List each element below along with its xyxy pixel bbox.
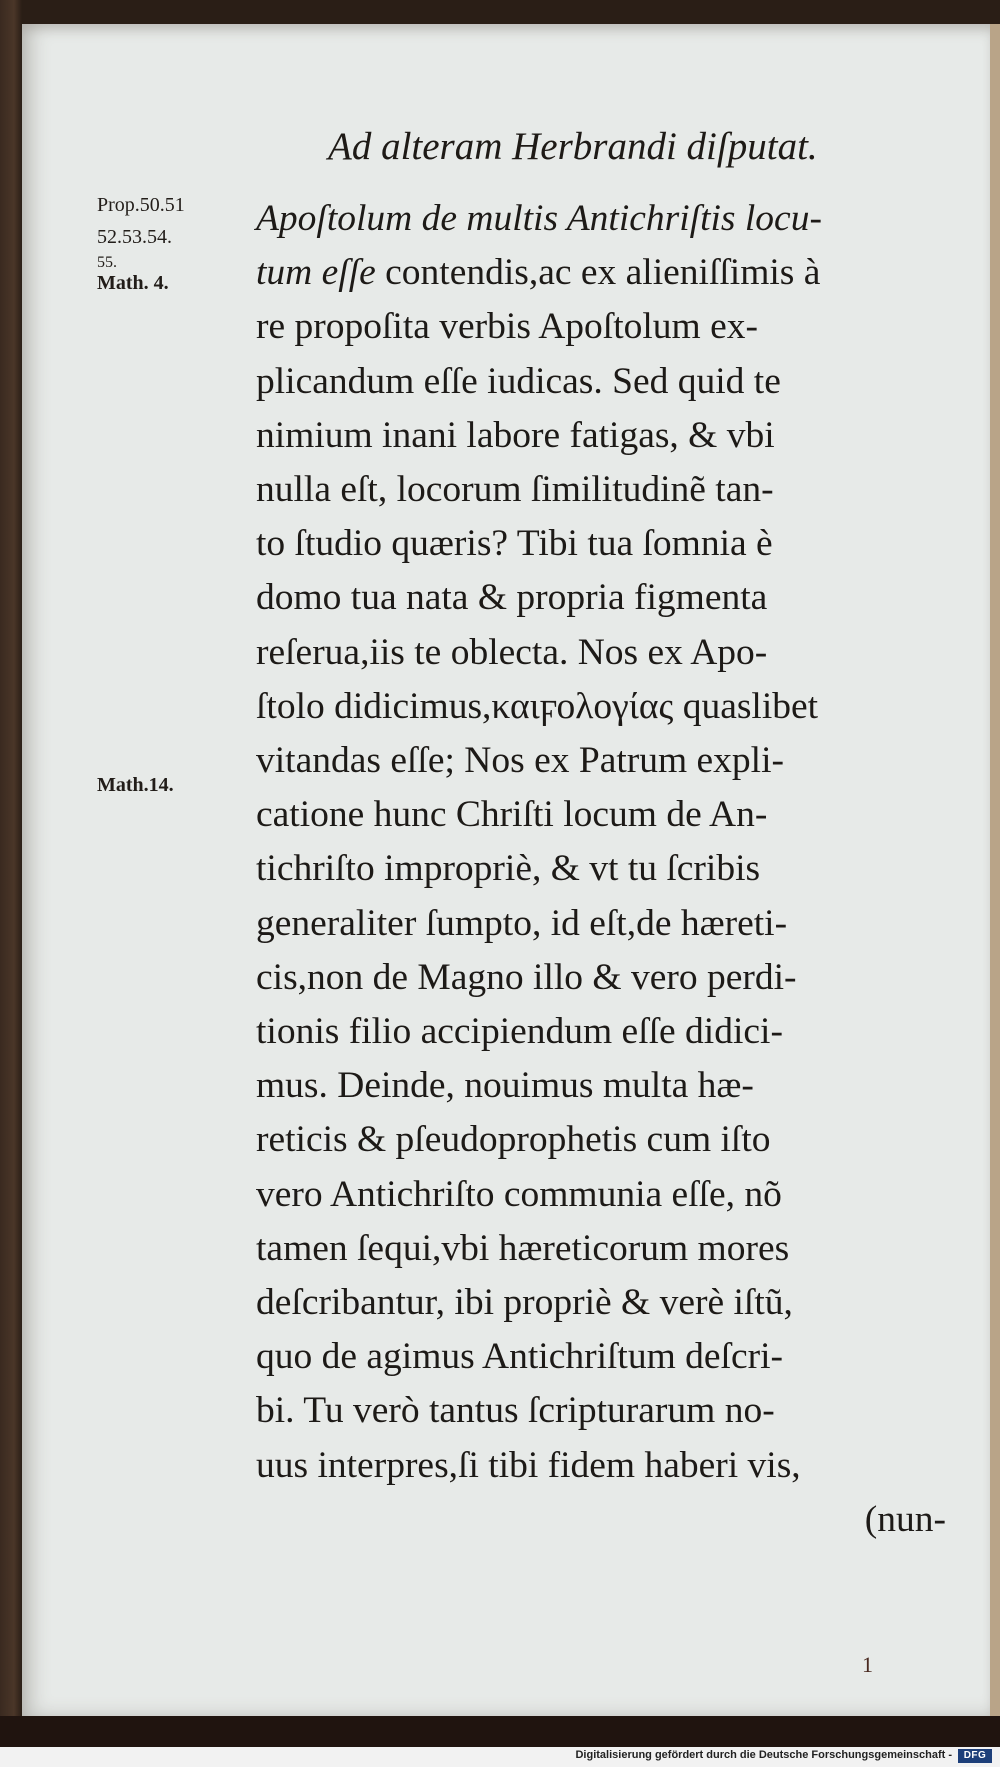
text-line-italic: tum eſſe bbox=[256, 252, 376, 294]
text-line: nulla eſt, locorum ſimilitudinẽ tan- bbox=[256, 469, 774, 511]
text-line: tamen ſequi,vbi hæreticorum mores bbox=[256, 1227, 790, 1269]
text-line bbox=[256, 246, 946, 300]
margin-note-prop: Prop.50.51 bbox=[97, 194, 185, 216]
text-line: vitandas eſſe; Nos ex Patrum expli- bbox=[256, 740, 785, 782]
running-head: Ad alteram Herbrandi diſputat. bbox=[328, 125, 818, 168]
text-line bbox=[256, 192, 946, 246]
text-line: tionis filio accipiendum eſſe didici- bbox=[256, 1011, 783, 1053]
text-line: nimium inani labore fatigas, & vbi bbox=[256, 414, 775, 456]
text-line: deſcribantur, ibi propriè & verè iſtũ, bbox=[256, 1282, 793, 1324]
text-line: reſerua,iis te oblecta. Nos ex Apo- bbox=[256, 631, 768, 673]
body-text bbox=[256, 192, 946, 1547]
text-line: bi. Tu verò tantus ſcripturarum no- bbox=[256, 1390, 775, 1432]
text-line: plicandum eſſe iudicas. Sed quid te bbox=[256, 360, 781, 402]
text-line: to ſtudio quæris? Tibi tua ſomnia è bbox=[256, 523, 773, 565]
dfg-logo: DFG bbox=[958, 1749, 992, 1763]
text-line: uus interpres,ſi tibi fidem haberi vis, bbox=[256, 1444, 801, 1486]
text-line-italic: Apoſtolum de multis Antichriſtis locu- bbox=[256, 198, 822, 239]
text-line: mus. Deinde, nouimus multa hæ- bbox=[256, 1065, 754, 1107]
text-line: vero Antichriſto communia eſſe, nõ bbox=[256, 1173, 782, 1215]
margin-note-prop-end: 55. bbox=[97, 254, 117, 271]
footer-credit: Digitalisierung gefördert durch die Deutsche Forschungsgemeinschaft - bbox=[575, 1749, 952, 1761]
margin-note-prop-cont: 52.53.54. bbox=[97, 226, 172, 248]
text-line: quo de agimus Antichriſtum deſcri- bbox=[256, 1336, 783, 1378]
page-edge bbox=[990, 24, 1000, 1716]
text-line: ſtolo didicimus,καιϝολογίας quaslibet bbox=[256, 685, 819, 727]
catchword: (nun- bbox=[864, 1498, 946, 1540]
text-line: re propoſita verbis Apoſtolum ex- bbox=[256, 306, 758, 348]
text-line: reticis & pſeudoprophetis cum iſto bbox=[256, 1119, 771, 1161]
signature-mark: 1 bbox=[862, 1652, 873, 1677]
text-line: generaliter ſumpto, id eſt,de hæreti- bbox=[256, 902, 788, 944]
text-line-roman: contendis,ac ex alieniſſimis à bbox=[375, 252, 821, 294]
margin-note-math-4: Math. 4. bbox=[97, 272, 169, 294]
text-line: catione hunc Chriſti locum de An- bbox=[256, 794, 768, 836]
text-line: tichriſto impropriè, & vt tu ſcribis bbox=[256, 848, 761, 890]
text-line: domo tua nata & propria figmenta bbox=[256, 577, 768, 619]
text-line: cis,non de Magno illo & vero perdi- bbox=[256, 956, 797, 998]
margin-note-math-14: Math.14. bbox=[97, 774, 174, 796]
